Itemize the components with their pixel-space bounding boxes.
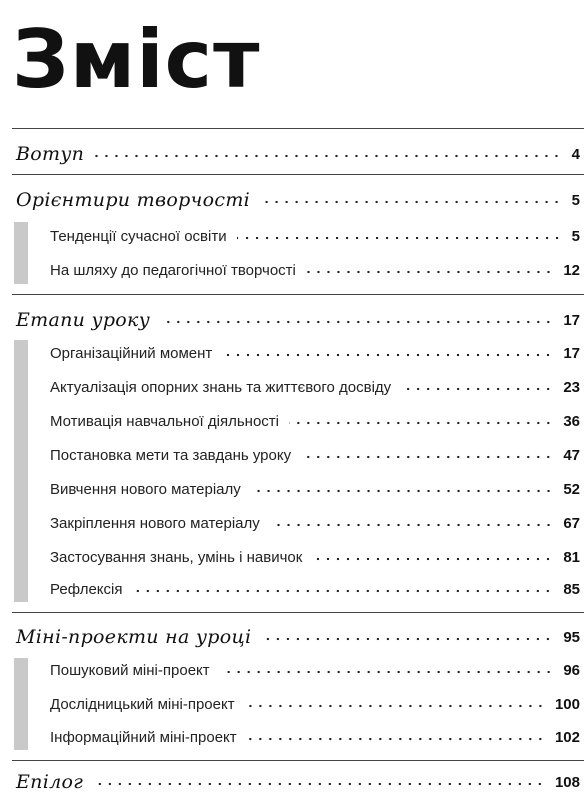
toc-item[interactable] <box>0 687 588 721</box>
toc-section-label: Міні-проекти на уроці <box>16 626 252 648</box>
dot-leader <box>247 734 545 744</box>
dot-leader <box>93 779 545 789</box>
toc-page-number: 17 <box>563 311 580 329</box>
toc-page-number: 5 <box>571 227 580 245</box>
toc-page-number: 100 <box>554 695 580 713</box>
toc-item-label: Пошуковий міні-проект <box>50 661 210 679</box>
toc-page-number: 81 <box>563 548 580 566</box>
toc-item[interactable] <box>0 506 588 540</box>
dot-leader <box>306 267 553 277</box>
section-divider <box>12 760 584 761</box>
toc-page-number: 12 <box>563 261 580 279</box>
toc-item-label: Рефлексія <box>50 580 123 598</box>
toc-item[interactable] <box>0 540 588 574</box>
dot-leader <box>312 554 553 564</box>
toc-section-vstup[interactable] <box>0 137 588 171</box>
toc-section-orientyry[interactable] <box>0 183 588 217</box>
toc-item-label: Інформаційний міні-проект <box>50 728 237 746</box>
dot-leader <box>160 317 553 327</box>
toc-page-number: 5 <box>571 191 580 209</box>
dot-leader <box>237 233 562 243</box>
toc-item[interactable] <box>0 404 588 438</box>
toc-page-number: 85 <box>563 580 580 598</box>
toc-item-label: Організаційний момент <box>50 344 213 362</box>
toc-item-label: На шляху до педагогічної творчості <box>50 261 296 279</box>
dot-leader <box>222 350 553 360</box>
toc-item-label: Застосування знань, умінь і навичок <box>50 548 303 566</box>
toc-item-label: Тенденції сучасної освіти <box>50 227 227 245</box>
toc-page-number: 96 <box>563 661 580 679</box>
dot-leader <box>289 418 553 428</box>
section-divider <box>12 294 584 295</box>
toc-section-mini-proekty[interactable] <box>0 620 588 654</box>
toc-section-label: Етапи уроку <box>16 309 151 331</box>
dot-leader <box>251 486 554 496</box>
toc-item[interactable] <box>0 572 588 606</box>
toc-section-label: Вотуп <box>16 143 85 165</box>
dot-leader <box>132 586 553 596</box>
toc-page-number: 95 <box>563 628 580 646</box>
title-divider <box>12 128 584 129</box>
section-divider <box>12 612 584 613</box>
toc-item-label: Постановка мети та завдань уроку <box>50 446 292 464</box>
toc-page-number: 47 <box>563 446 580 464</box>
dot-leader <box>220 667 554 677</box>
toc-item-label: Вивчення нового матеріалу <box>50 480 241 498</box>
toc-item-label: Актуалізація опорних знань та життєвого досвіду <box>50 378 392 396</box>
toc-page-number: 17 <box>563 344 580 362</box>
toc-item[interactable] <box>0 720 588 754</box>
toc-item[interactable] <box>0 438 588 472</box>
toc-section-epilog[interactable] <box>0 765 588 799</box>
toc-page-number: 36 <box>563 412 580 430</box>
toc-item-label: Дослідницький міні-проект <box>50 695 235 713</box>
toc-section-label: Епілог <box>16 771 84 793</box>
toc-page-number: 102 <box>554 728 580 746</box>
dot-leader <box>94 151 561 161</box>
toc-item[interactable] <box>0 219 588 253</box>
toc-page-number: 52 <box>563 480 580 498</box>
toc-item-label: Закріплення нового матеріалу <box>50 514 260 532</box>
toc-section-etapy[interactable] <box>0 303 588 337</box>
dot-leader <box>401 384 553 394</box>
toc-item[interactable] <box>0 253 588 287</box>
toc-item[interactable] <box>0 336 588 370</box>
dot-leader <box>270 520 554 530</box>
toc-page-number: 23 <box>563 378 580 396</box>
toc-item[interactable] <box>0 370 588 404</box>
dot-leader <box>261 634 553 644</box>
toc-item[interactable] <box>0 653 588 687</box>
section-divider <box>12 174 584 175</box>
toc-section-label: Орієнтири творчості <box>16 189 251 211</box>
toc-page-number: 4 <box>571 145 580 163</box>
page-title: Зміст <box>12 13 261 106</box>
toc-page-number: 67 <box>563 514 580 532</box>
toc-page-number: 108 <box>554 773 580 791</box>
toc-item[interactable] <box>0 472 588 506</box>
dot-leader <box>301 452 553 462</box>
dot-leader <box>260 197 562 207</box>
dot-leader <box>245 701 545 711</box>
toc-item-label: Мотивація навчальної діяльності <box>50 412 279 430</box>
